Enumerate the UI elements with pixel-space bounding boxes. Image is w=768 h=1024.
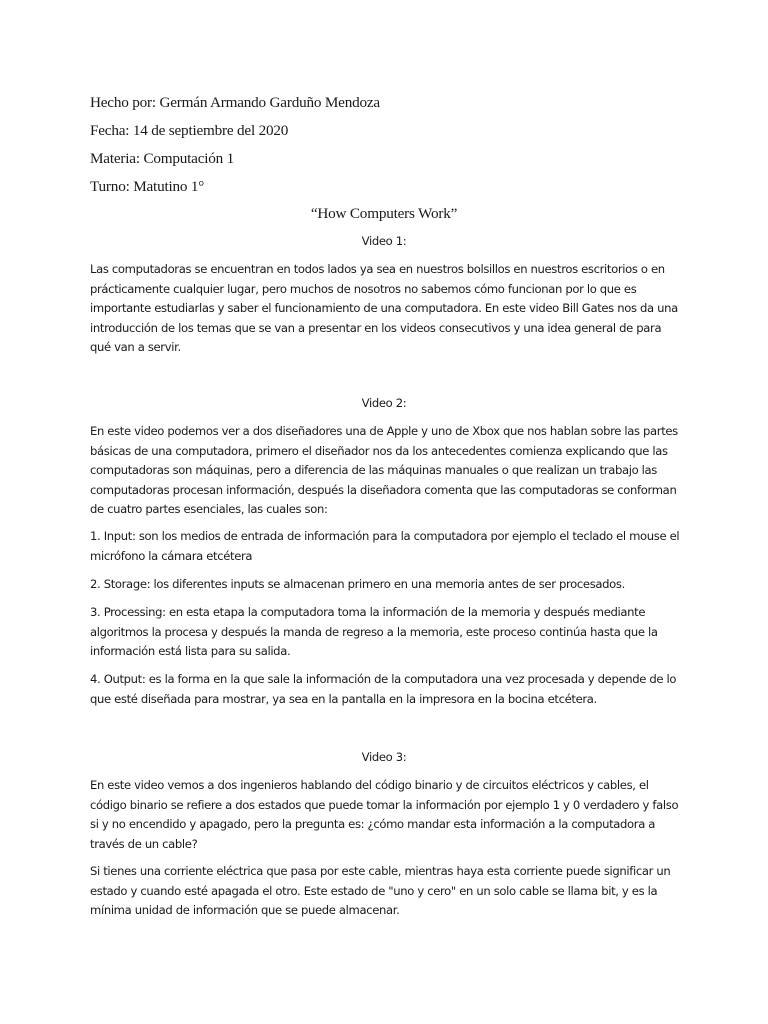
subject-line: Materia: Computación 1 (90, 150, 235, 167)
video1-paragraph: Las computadoras se encuentran en todos lados ya sea en nuestros bolsillos en nuestros escritorios o en prácticamente cualquier lugar, pero muchos de nosotros no sabemos cómo funcionan por lo que es importante estudiarlas y saber el funcionamiento de una computadora. En este video Bill Gates nos da una introducción de los temas que se van a presentar en los videos consecutivos y una idea general de para qué van a servir. (90, 262, 678, 355)
author-line: Hecho por: Germán Armando Garduño Mendoza (90, 94, 380, 111)
video2-item-storage: 2. Storage: los diferentes inputs se almacenan primero en una memoria antes de ser procesados. (90, 577, 625, 591)
video2-item-output: 4. Output: es la forma en la que sale la información de la computadora una vez procesada y depende de lo que esté diseñada para mostrar, ya sea en la pantalla en la impresora en la bocina etcétera. (90, 672, 677, 706)
document-title: “How Computers Work” (310, 205, 458, 222)
video1-heading: Video 1: (361, 234, 407, 248)
video2-heading: Video 2: (361, 396, 407, 410)
shift-line: Turno: Matutino 1° (90, 178, 205, 195)
video3-paragraph-1: En este video vemos a dos ingenieros hablando del código binario y de circuitos eléctricos y cables, el código binario se refiere a dos estados que puede tomar la información por ejemplo 1 y 0 verdadero y falso si y no encendido y apagado, pero la pregunta es: ¿cómo mandar esta información a la computadora a través de un cable? (90, 778, 679, 851)
video3-paragraph-2: Si tienes una corriente eléctrica que pasa por este cable, mientras haya esta corriente puede significar un estado y cuando esté apagada el otro. Este estado de "uno y cero" en un solo cable se llama bit, y es la mínima unidad de información que se puede almacenar. (90, 864, 671, 918)
video3-heading: Video 3: (361, 750, 407, 764)
video2-item-processing: 3. Processing: en esta etapa la computadora toma la información de la memoria y después mediante algoritmos la procesa y después la manda de regreso a la memoria, este proceso continúa hasta que la información está lista para su salida. (90, 605, 658, 659)
date-line: Fecha: 14 de septiembre del 2020 (90, 122, 289, 139)
video2-item-input: 1. Input: son los medios de entrada de información para la computadora por ejemplo el teclado el mouse el micrófono la cámara etcétera (90, 529, 680, 563)
video2-intro: En este video podemos ver a dos diseñadores una de Apple y uno de Xbox que nos hablan sobre las partes básicas de una computadora, primero el diseñador nos da los antecedentes comienza explicando que las computadoras son máquinas, pero a diferencia de las máquinas manuales o que realizan un trabajo las computadoras procesan información, después la diseñadora comenta que las computadoras se conforman de cuatro partes esenciales, las cuales son: (90, 424, 678, 517)
